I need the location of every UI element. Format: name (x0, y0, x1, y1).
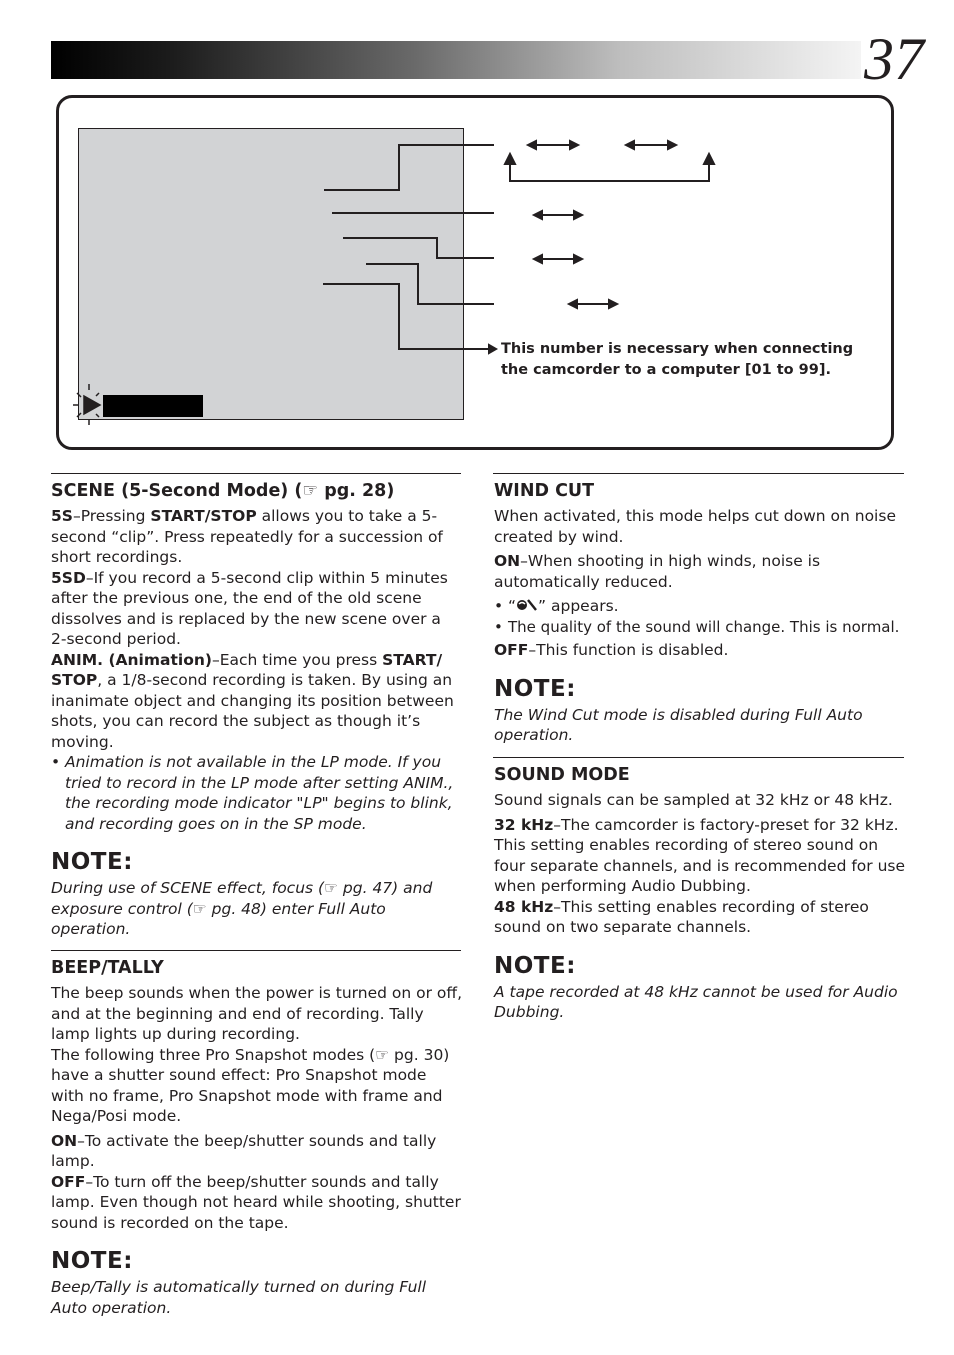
scene-section (51, 480, 461, 940)
scene-note-text: During use of SCENE effect, focus (☞ pg. 47) and exposure control (☞ pg. 48) enter Full Auto operation. (51, 879, 433, 938)
diagram-caption-line2: the camcorder to a computer [01 to 99]. (501, 362, 831, 378)
wind-off-paragraph: OFF–This function is disabled. (494, 641, 729, 659)
wind-note-text: The Wind Cut mode is disabled during Full Auto operation. (494, 705, 863, 744)
bracket-line (510, 160, 709, 181)
sound-note-heading: NOTE: (494, 952, 576, 979)
scene-heading: SCENE (5-Second Mode) (☞ pg. 28) (51, 481, 395, 501)
wind-section (494, 480, 906, 746)
wind-paragraph-1: When activated, this mode helps cut down on noise created by wind. (494, 507, 896, 546)
sound-section (494, 764, 906, 1023)
wind-bullet-2: • The quality of the sound will change. This is normal. (494, 617, 900, 636)
sound-paragraph-1: Sound signals can be sampled at 32 kHz or 48 kHz. (494, 791, 893, 809)
callout-line-3 (343, 238, 494, 258)
beep-note-heading: NOTE: (51, 1248, 133, 1274)
scene-5sd-paragraph: 5SD–If you record a 5-second clip within 5 minutes after the previous one, the end of the old scene dissolves and is replaced by the new scene over a 2-second period. (51, 568, 448, 648)
hand-pointer-icon: ☞ (192, 899, 207, 918)
rule-sound (493, 757, 904, 758)
beep-paragraph-1: The beep sounds when the power is turned on or off, and at the beginning and end of recording. Tally lamp lights up during recording. (51, 984, 463, 1043)
hand-pointer-icon: ☞ (375, 1045, 390, 1064)
bracket-arrow-left (505, 154, 515, 164)
wind-note-heading: NOTE: (494, 675, 576, 702)
beep-note-text: Beep/Tally is automatically turned on during Full Auto operation. (51, 1278, 427, 1317)
beep-paragraph-2: The following three Pro Snapshot modes (☞ pg. 30) have a shutter sound effect: Pro Snapshot mode with no frame, Pro Snapshot mode with frame and Nega/Posi mode. (51, 1045, 450, 1125)
scene-animation-bullet: • Animation is not available in the LP mode. If you tried to record in the LP mode after setting ANIM., the recording mode indicator "LP" begins to blink, and recording goes on in the SP mode. (51, 753, 454, 833)
beep-on-paragraph: ON–To activate the beep/shutter sounds and tally lamp. (51, 1131, 437, 1170)
page-number: 37 (864, 26, 924, 92)
bracket-arrow-right (704, 154, 714, 164)
sound-note-text: A tape recorded at 48 kHz cannot be used for Audio Dubbing. (494, 982, 898, 1021)
hand-pointer-icon: ☞ (324, 879, 338, 897)
callout-line-1 (324, 145, 494, 190)
diagram-caption-line1: This number is necessary when connecting (501, 341, 854, 357)
sound-heading: SOUND MODE (494, 765, 630, 785)
beep-heading: BEEP/TALLY (51, 958, 164, 978)
scene-anim-paragraph: ANIM. (Animation)–Each time you press START/ STOP, a 1/8-second recording is taken. By using an inanimate object and changing its position between shots, you can record the subject as though it’s moving. (51, 650, 454, 751)
hand-pointer-icon: ☞ (302, 481, 319, 501)
diagram-caption (501, 339, 881, 381)
sound-48khz-paragraph: 48 kHz–This setting enables recording of stereo sound on two separate channels. (494, 897, 869, 936)
sound-32khz-paragraph: 32 kHz–The camcorder is factory-preset for 32 kHz. This setting enables recording of stereo sound on four separate channels, and is recommended for use when performing Audio Dubbing. (494, 815, 906, 895)
blinking-play-icon (73, 384, 100, 425)
beep-section (51, 957, 463, 1318)
scene-note-heading: NOTE: (51, 849, 133, 875)
wind-heading: WIND CUT (494, 481, 595, 501)
caption-arrow-head (489, 345, 496, 353)
rule-beep (51, 950, 461, 951)
wind-on-paragraph: ON–When shooting in high winds, noise is automatically reduced. (494, 552, 821, 591)
rule-wind (493, 473, 904, 474)
wind-cut-icon (516, 598, 538, 612)
callout-line-5 (323, 284, 494, 349)
rule-scene (51, 473, 461, 474)
wind-bullet-1: • “ ” appears. (494, 597, 619, 615)
beep-off-paragraph: OFF–To turn off the beep/shutter sounds and tally lamp. Even though not heard while shooting, shutter sound is recorded on the tape. (51, 1172, 461, 1232)
scene-5s-paragraph: 5S–Pressing START/STOP allows you to take a 5-second “clip”. Press repeatedly for a succession of short recordings. (51, 507, 443, 566)
diagram-callout-lines (0, 0, 954, 460)
